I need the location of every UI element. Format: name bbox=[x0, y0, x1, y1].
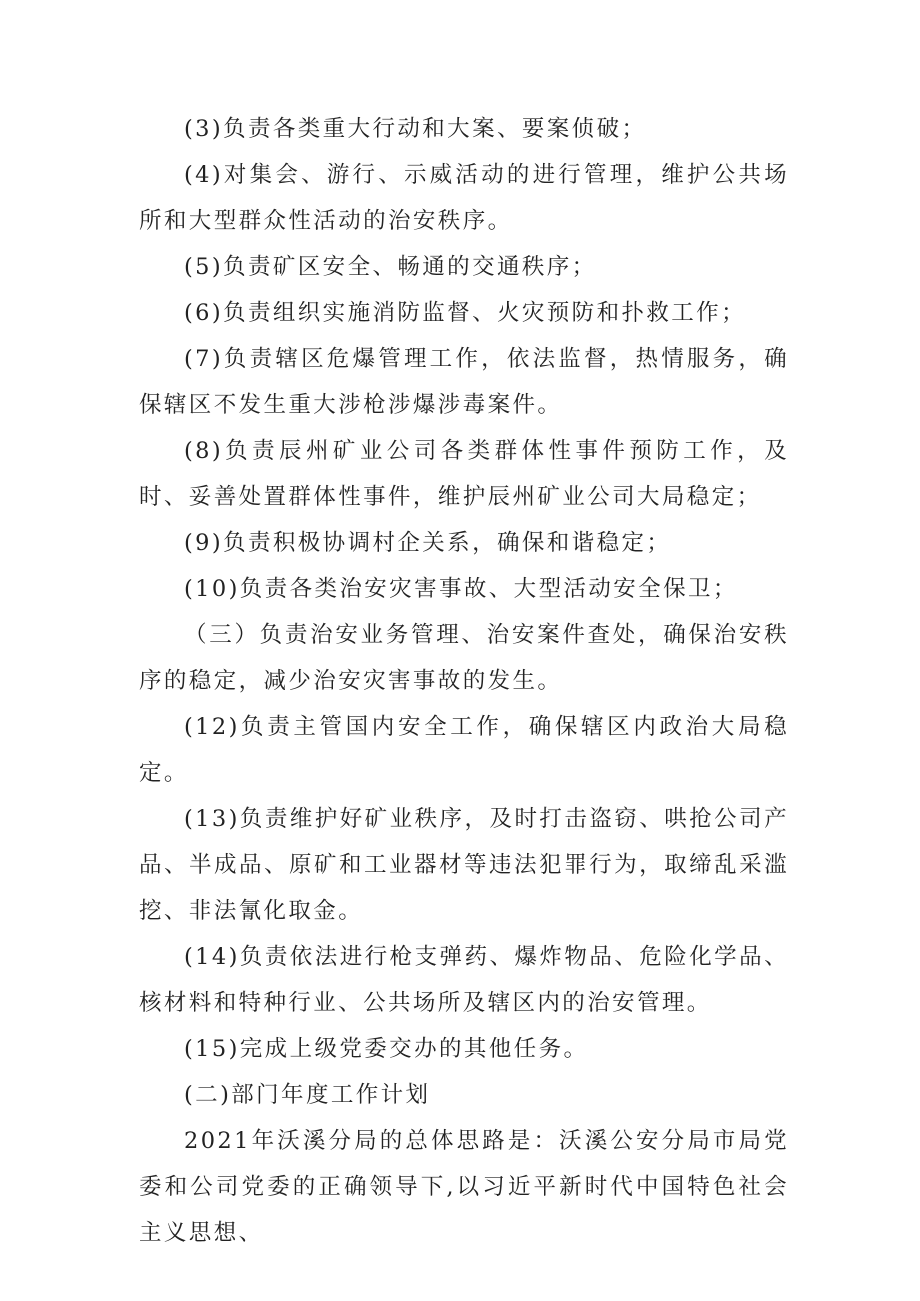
paragraph-overall-approach: 2021年沃溪分局的总体思路是：沃溪公安分局市局党委和公司党委的正确领导下,以习近平新时代中国特色社会主义思想、 bbox=[139, 1128, 789, 1246]
paragraph-item-10: (10)负责各类治安灾害事故、大型活动安全保卫； bbox=[184, 576, 738, 602]
paragraph-item-15: (15)完成上级党委交办的其他任务。 bbox=[184, 1036, 589, 1062]
paragraph-section-three: （三）负责治安业务管理、治安案件查处，确保治安秩序的稳定，减少治安灾害事故的发生。 bbox=[139, 622, 789, 694]
section-heading-annual-plan: (二)部门年度工作计划 bbox=[184, 1082, 431, 1108]
document-body bbox=[139, 106, 789, 1256]
paragraph-item-13: (13)负责维护好矿业秩序，及时打击盗窃、哄抢公司产品、半成品、原矿和工业器材等违法犯罪行为，取缔乱采滥挖、非法氰化取金。 bbox=[139, 806, 789, 924]
paragraph-item-3: (3)负责各类重大行动和大案、要案侦破； bbox=[184, 116, 647, 142]
paragraph-item-12: (12)负责主管国内安全工作，确保辖区内政治大局稳定。 bbox=[139, 714, 789, 786]
paragraph-item-6: (6)负责组织实施消防监督、火灾预防和扑救工作； bbox=[184, 300, 746, 326]
paragraph-item-8: (8)负责辰州矿业公司各类群体性事件预防工作，及时、妥善处置群体性事件，维护辰州矿业公司大局稳定； bbox=[139, 438, 789, 510]
paragraph-item-9: (9)负责积极协调村企关系，确保和谐稳定； bbox=[184, 530, 672, 556]
paragraph-item-7: (7)负责辖区危爆管理工作，依法监督，热情服务，确保辖区不发生重大涉枪涉爆涉毒案件。 bbox=[139, 346, 789, 418]
paragraph-item-4: (4)对集会、游行、示威活动的进行管理，维护公共场所和大型群众性活动的治安秩序。 bbox=[139, 162, 789, 234]
paragraph-item-14: (14)负责依法进行枪支弹药、爆炸物品、危险化学品、核材料和特种行业、公共场所及辖区内的治安管理。 bbox=[139, 944, 789, 1016]
paragraph-item-5: (5)负责矿区安全、畅通的交通秩序； bbox=[184, 254, 597, 280]
